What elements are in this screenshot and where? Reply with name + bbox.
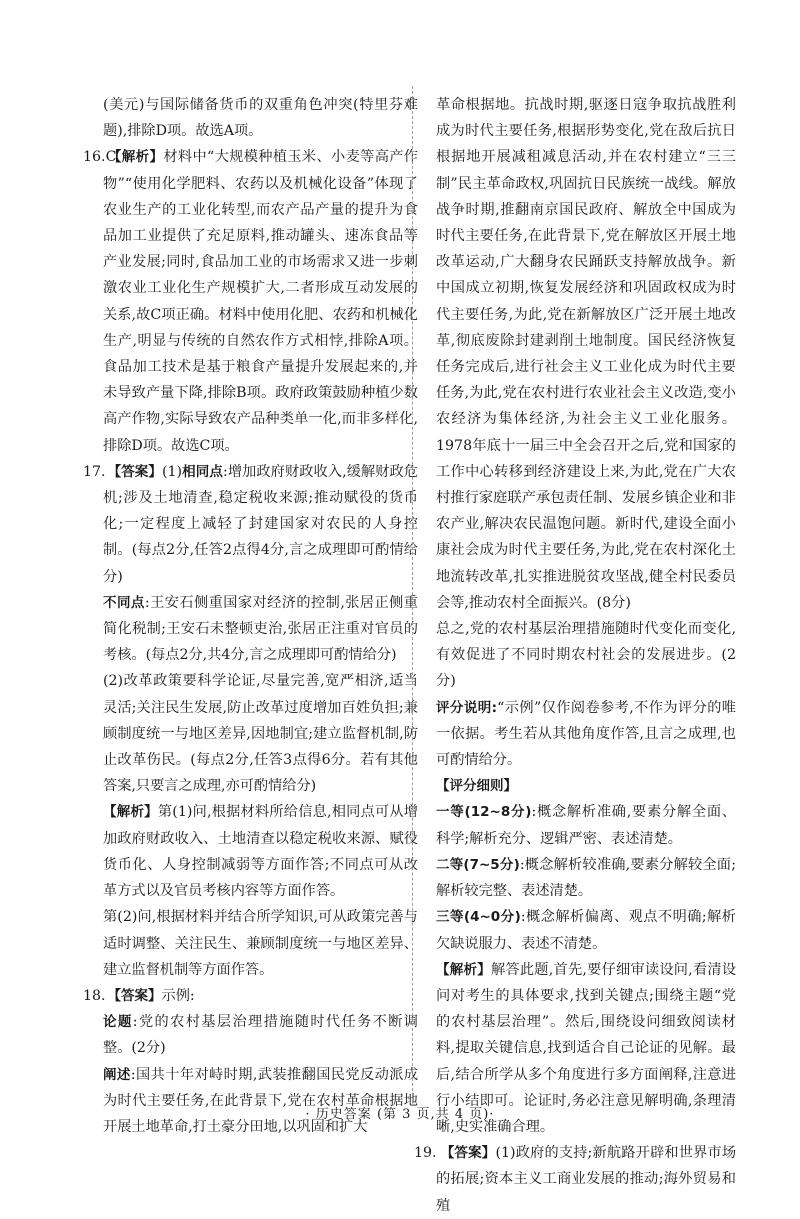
q16-number: 16.C — [83, 149, 117, 166]
scoring-rule-3-label: 三等(4~0分) — [436, 909, 521, 926]
q16-analysis-tag: 【解析】 — [107, 149, 164, 166]
q17-differences-text: :王安石侧重国家对经济的控制,张居正侧重简化税制;王安石未整顿吏治,张居正注重对官员的考核。(每点2分,共4分,言之成理即可酌情给分) — [103, 594, 418, 664]
q17-differences — [83, 590, 418, 669]
scoring-rule-1 — [436, 799, 736, 851]
scoring-rule-2 — [436, 852, 736, 904]
q17-similarities-text: :增加政府财政收入,缓解财政危机;涉及土地清查,稳定税收来源;推动赋役的货币化;一定程度上减轻了封建国家对农民的人身控制。(每点2分,任答2点得4分,言之成理即可酌情给分) — [103, 463, 419, 585]
q18-thesis-text: :党的农村基层治理措施随时代任务不断调整。(2分) — [103, 1014, 418, 1057]
q17-analysis-part2: 第(2)问,根据材料并结合所学知识,可从政策完善与适时调整、关注民生、兼顾制度统一与地区差异、建立监督机制等方面作答。 — [103, 909, 418, 978]
scoring-rules-title: 【评分细则】 — [436, 778, 517, 795]
q18-exposition-continued: 革命根据地。抗战时期,驱逐日寇争取抗战胜利成为时代主要任务,根据形势变化,党在敌后抗日根据地开展减租减息活动,并在农村建立“三三制”民主革命政权,巩固抗日民族统一战线。解放战争时期,推翻南京国民政府、解放全中国成为时代主要任务,在此背景下,党在解放区开展土地改革运动,广大翻身农民踊跃支持解放战争。新中国成立初期,恢复发展经济和巩固政权成为时代主要任务,为此,党在新解放区广泛开展土地改革,彻底废除封建剥削土地制度。国民经济恢复任务完成后,进行社会主义工业化成为时代主要任务,为此,党在农村进行农业社会主义改造,变小农经济为集体经济,为社会主义工业化服务。1978年底十一届三中全会召开之后,党和国家的工作中心转移到经济建设上来,为此,党在广大农村推行家庭联产承包责任制、发展乡镇企业和非农产业,解决农民温饱问题。新时代,建设全面小康社会成为时代主要任务,为此,党在农村深化土地流转改革,扎实推进脱贫攻坚战,健全村民委员会等,推动农村全面振兴。(8分) — [436, 97, 736, 611]
q17-similarities-label: 相同点 — [182, 463, 223, 480]
q18-answer-tag: 【答案】 — [107, 987, 162, 1004]
q18-example-label: 示例: — [161, 987, 195, 1004]
scoring-rule-3 — [436, 904, 736, 956]
q18-analysis-text: 解答此题,首先,要仔细审读设问,看清设问对考生的具体要求,找到关键点;围绕主题“党的农村基层治理”。然后,围绕设问细致阅读材料,提取关键信息,找到适合自己论证的见解。最后,结合所学从多个角度进行多方面阐释,注意进行小结即可。论证时,务必注意见解明确,条理清晰,史实准确合理。 — [436, 961, 737, 1135]
column-divider — [412, 86, 413, 1096]
q17-answer-tag: 【答案】 — [107, 463, 162, 480]
q17-analysis-text: 第(1)问,根据材料所给信息,相同点可从增加政府财政收入、土地清查以稳定税收来源、赋役货币化、人身控制减弱等方面作答;不同点可从改革方式以及官员考核内容等方面作答。 — [103, 804, 418, 900]
scoring-note-label: 评分说明: — [436, 699, 498, 716]
q17-analysis-tag: 【解析】 — [103, 804, 158, 821]
q17-part2: (2)改革政策要科学论证,尽量完善,宽严相济,适当灵活;关注民生发展,防止改革过度增加百姓负担;兼顾制度统一与地区差异,因地制宜;建立监督机制,防止改革伤民。(每点2分,任答3点得6分。若有其他答案,只要言之成理,亦可酌情给分) — [103, 673, 418, 795]
q18-thesis-label: 论题 — [103, 1014, 133, 1031]
left-column — [83, 92, 418, 1140]
q17-part1-lead: (1) — [161, 463, 183, 480]
q19-number: 19. — [414, 1145, 437, 1162]
scoring-note — [436, 695, 736, 774]
scoring-note-text: “示例”仅作阅卷参考,不作为评分的唯一依据。考生若从其他角度作答,且言之成理,也可酌情给分。 — [436, 699, 736, 769]
q19-answer-tag: 【答案】 — [440, 1145, 496, 1162]
q15-tail: (美元)与国际储备货币的双重角色冲突(特里芬难题),排除D项。故选A项。 — [103, 97, 418, 140]
scoring-rule-3-text: :概念解析偏离、观点不明确;解析欠缺说服力、表述不清楚。 — [436, 909, 736, 952]
q17-analysis — [83, 799, 418, 904]
q17-number: 17. — [83, 463, 106, 480]
q19-answer — [414, 1140, 736, 1219]
right-column — [414, 92, 737, 1219]
q19-answer-text: (1)政府的支持;新航路开辟和世界市场的拓展;资本主义工商业发展的推动;海外贸易和殖 — [436, 1145, 737, 1214]
q18-exposition-label: 阐述 — [103, 1066, 131, 1083]
scoring-rule-1-label: 一等(12~8分) — [436, 804, 532, 821]
q17-differences-label: 不同点 — [103, 594, 145, 611]
scoring-rule-2-text: :概念解析较准确,要素分解较全面;解析较完整、表述清楚。 — [436, 856, 736, 900]
q18-analysis-tag: 【解析】 — [436, 961, 491, 978]
q18-conclusion: 总之,党的农村基层治理措施随时代变化而变化,有效促进了不同时期农村社会的发展进步。(2分) — [436, 621, 736, 690]
q18-exposition-text: :国共十年对峙时期,武装推翻国民党反动派成为时代主要任务,在此背景下,党在农村革命根据地开展土地革命,打土豪分田地,以巩固和扩大 — [103, 1066, 419, 1135]
scoring-rule-1-text: :概念解析准确,要素分解全面、科学;解析充分、逻辑严密、表述清楚。 — [436, 804, 736, 847]
q16-analysis-text: 材料中“大规模种植玉米、小麦等高产作物”“使用化学肥料、农药以及机械化设备”体现了农业生产的工业化转型,而农产品产量的提升为食品加工业提供了充足原料,推动罐头、速冻食品等产业发展;同时,食品加工业的市场需求又进一步刺激农业工业化生产规模扩大,二者形成互动发展的关系,故C项正确。材料中使用化肥、农药和机械化生产,明显与传统的自然农作方式相悖,排除A项。食品加工技术是基于粮食产量提升发展起来的,并未导致产量下降,排除B项。政府政策鼓励种植少数高产作物,实际导致农产品种类单一化,而非多样化,排除D项。故选C项。 — [103, 149, 418, 454]
q18-thesis — [83, 1009, 418, 1061]
page-footer: · 历史答案 (第 3 页,共 4 页)· — [305, 1107, 495, 1122]
q16-analysis — [83, 144, 418, 458]
q18-exposition — [83, 1062, 418, 1141]
scoring-rule-2-label: 二等(7~5分) — [436, 856, 520, 873]
q17-answer — [83, 459, 418, 590]
q18-answer — [83, 983, 418, 1009]
q18-number: 18. — [83, 987, 106, 1004]
